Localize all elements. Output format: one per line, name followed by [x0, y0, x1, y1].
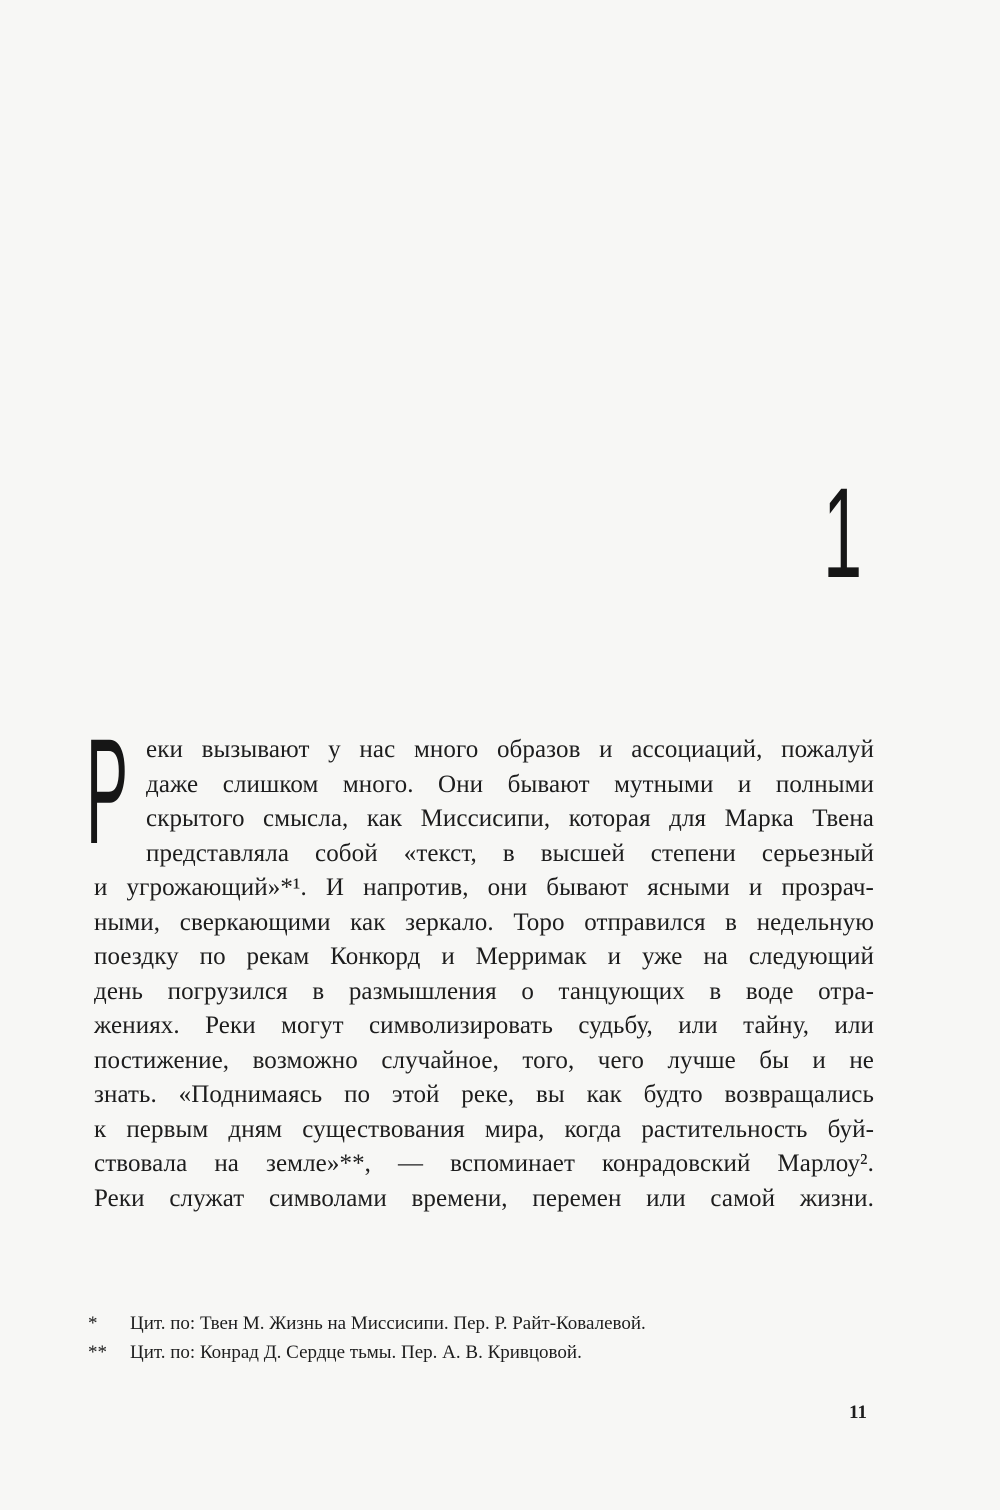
- body-line: поездку по рекам Конкорд и Мерримак и уже на следующий: [94, 943, 874, 970]
- footnote: [88, 1309, 848, 1338]
- body-line: представляла собой «текст, в высшей степени серьезный: [146, 839, 874, 867]
- footnote-text: Цит. по: Конрад Д. Сердце тьмы. Пер. А. В. Кривцовой.: [130, 1342, 582, 1363]
- body-line: еки вызывают у нас много образов и ассоциаций, пожалуй: [146, 736, 874, 763]
- body-line: ными, сверкающими как зеркало. Торо отправился в недельную: [94, 908, 874, 936]
- body-line: день погрузился в размышления о танцующих в воде отра-: [94, 977, 874, 1005]
- body-line: постижение, возможно случайное, того, чего лучше бы и не: [94, 1046, 874, 1074]
- drop-cap: Р: [86, 707, 129, 875]
- body-line: к первым дням существования мира, когда растительность буй-: [94, 1115, 874, 1143]
- body-line: и угрожающий»*¹. И напротив, они бывают ясными и прозрач-: [94, 874, 874, 901]
- body-line: жениях. Реки могут символизировать судьбу, или тайну, или: [94, 1012, 874, 1039]
- footnote: [88, 1338, 848, 1367]
- body-line: Реки служат символами времени, перемен или самой жизни.: [94, 1184, 874, 1212]
- footnote-mark: **: [88, 1342, 107, 1363]
- footnote-text: Цит. по: Твен М. Жизнь на Миссисипи. Пер. Р. Райт-Ковалевой.: [130, 1313, 646, 1334]
- page-number: 11: [849, 1402, 867, 1423]
- chapter-number: 1: [822, 462, 862, 605]
- footnote-mark: *: [88, 1313, 98, 1334]
- body-line: даже слишком много. Они бывают мутными и полными: [146, 770, 874, 798]
- body-line: ствовала на земле»**, — вспоминает конрадовский Марлоу².: [94, 1150, 874, 1177]
- body-line: скрытого смысла, как Миссисипи, которая для Марка Твена: [146, 805, 874, 832]
- footnotes: [88, 1309, 848, 1367]
- body-line: знать. «Поднимаясь по этой реке, вы как будто возвращались: [94, 1081, 874, 1108]
- body-paragraph: [94, 733, 874, 1216]
